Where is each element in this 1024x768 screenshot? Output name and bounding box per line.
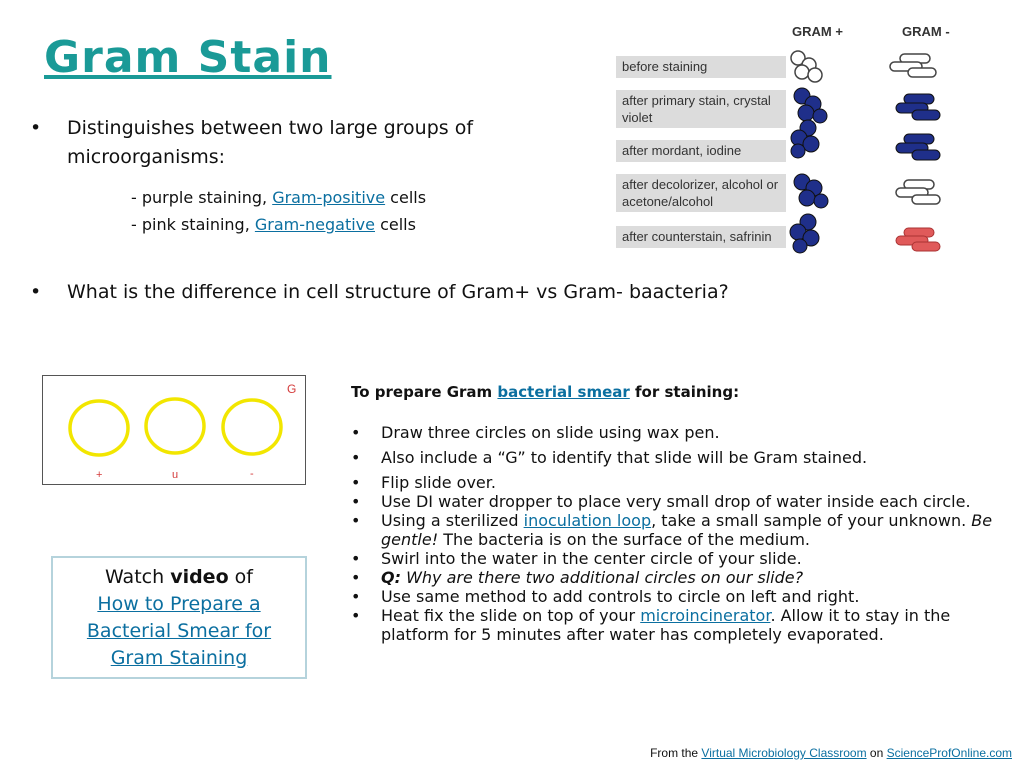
video-prefix: Watch: [104, 566, 171, 588]
step-item: [351, 473, 1021, 492]
step-marker: •: [351, 568, 361, 587]
gram-positive-cells-before: [791, 51, 822, 82]
bullet-marker: •: [30, 117, 42, 139]
step-text: Use same method to add controls to circle on left and right.: [381, 587, 860, 606]
bacterial-smear-link[interactable]: bacterial smear: [497, 383, 630, 401]
video-callout-line: [53, 564, 305, 591]
bullet-question: [30, 278, 850, 307]
gram-stain-figure: [612, 20, 962, 260]
step-item: [351, 511, 1021, 549]
footer-mid: on: [866, 746, 887, 760]
step-marker: •: [351, 606, 361, 625]
gram-positive-cells-mordant: [791, 120, 819, 158]
slide-circle-unknown: [146, 399, 204, 453]
slide-label-positive: +: [96, 469, 103, 481]
sub-text: - pink staining,: [131, 215, 255, 234]
sub-text: - purple staining,: [131, 188, 273, 207]
step-marker: •: [351, 511, 361, 530]
footer-credit: [650, 746, 1012, 760]
bullet-marker: •: [30, 281, 42, 303]
gram-positive-link[interactable]: Gram-positive: [272, 188, 386, 207]
slide-svg: [43, 376, 305, 484]
bullet-text-line1: Distinguishes between two large groups of: [67, 117, 474, 139]
bullet-distinguishes: [30, 114, 590, 172]
step-marker: •: [351, 448, 361, 467]
gram-negative-cells-counterstain: [896, 228, 940, 251]
sub-gram-negative: [131, 211, 416, 238]
gram-positive-cells-primary: [794, 88, 827, 123]
slide-label-unknown: u: [172, 469, 179, 481]
stage-label-primary: after primary stain, crystal violet: [616, 90, 786, 128]
stage-label-counterstain: after counterstain, safrinin: [616, 226, 786, 248]
step-text: Heat fix the slide on top of your: [381, 606, 641, 625]
inoculation-loop-link[interactable]: inoculation loop: [523, 511, 652, 530]
stage-label-before: before staining: [616, 56, 786, 78]
step-item: [351, 568, 1021, 587]
step-marker: •: [351, 549, 361, 568]
step-question-text: Why are there two additional circles on our slide?: [401, 568, 804, 587]
step-marker: •: [351, 587, 361, 606]
slide-diagram: [42, 375, 306, 485]
step-item: [351, 423, 1021, 442]
step-marker: •: [351, 423, 361, 442]
step-item: [351, 448, 1021, 467]
step-question-label: Q:: [381, 568, 401, 587]
slide-label-negative: -: [250, 468, 254, 480]
gram-negative-cells-decolorizer: [896, 180, 940, 204]
step-item: [351, 587, 1021, 606]
page-title: Gram Stain: [44, 32, 332, 83]
slide-g-label: G: [287, 382, 297, 396]
gram-positive-heading: GRAM +: [792, 24, 843, 39]
gram-positive-cells-counterstain: [790, 214, 819, 253]
video-bold: video: [170, 566, 229, 588]
slide-circle-negative: [223, 400, 281, 454]
step-item: [351, 549, 1021, 568]
step-marker: •: [351, 473, 361, 492]
gram-negative-link[interactable]: Gram-negative: [254, 215, 375, 234]
microincinerator-link[interactable]: microincinerator: [640, 606, 771, 625]
step-marker: •: [351, 492, 361, 511]
step-text: The bacteria is on the surface of the medium.: [438, 530, 810, 549]
step-text: , take a small sample of your unknown.: [651, 511, 972, 530]
step-text: Draw three circles on slide using wax pen.: [381, 423, 720, 442]
step-italic: Be gentle!: [381, 511, 993, 549]
bullet-question-text: What is the difference in cell structure of Gram+ vs Gram- baacteria?: [67, 281, 729, 303]
gram-negative-cells-before: [890, 54, 936, 77]
step-text: Using a sterilized: [381, 511, 524, 530]
bacterial-smear-video-link[interactable]: How to Prepare a Bacterial Smear for Gram Staining: [86, 593, 272, 669]
stage-label-mordant: after mordant, iodine: [616, 140, 786, 162]
step-text: Flip slide over.: [381, 473, 496, 492]
steps-heading: [351, 383, 739, 401]
stain-cells-svg: [612, 20, 962, 260]
steps-heading-prefix: To prepare Gram: [351, 383, 498, 401]
sub-text: cells: [385, 188, 427, 207]
video-callout-box: [51, 556, 307, 679]
steps-list: [351, 423, 1021, 644]
step-text: Also include a “G” to identify that slide will be Gram stained.: [381, 448, 868, 467]
step-text: . Allow it to stay in the platform for 5 minutes after water has completely evaporated.: [381, 606, 951, 644]
scienceprofonline-link[interactable]: ScienceProfOnline.com: [886, 746, 1012, 760]
sub-gram-positive: [131, 184, 426, 211]
steps-heading-suffix: for staining:: [629, 383, 740, 401]
sub-text: cells: [375, 215, 416, 234]
slide-circle-positive: [70, 401, 128, 455]
video-suffix: of: [228, 566, 253, 588]
gram-negative-cells-mordant: [896, 134, 940, 160]
step-item: [351, 606, 1021, 644]
gram-negative-cells-primary: [896, 94, 940, 120]
bullet-text-line2: microorganisms:: [67, 146, 226, 168]
step-text: Use DI water dropper to place very small drop of water inside each circle.: [381, 492, 971, 511]
gram-positive-cells-decolorizer: [794, 174, 828, 208]
virtual-microbiology-link[interactable]: Virtual Microbiology Classroom: [701, 746, 867, 760]
footer-prefix: From the: [650, 746, 702, 760]
step-text: Swirl into the water in the center circle of your slide.: [381, 549, 802, 568]
gram-negative-heading: GRAM -: [902, 24, 950, 39]
step-item: [351, 492, 1021, 511]
stage-label-decolorizer: after decolorizer, alcohol or acetone/alcohol: [616, 174, 786, 212]
